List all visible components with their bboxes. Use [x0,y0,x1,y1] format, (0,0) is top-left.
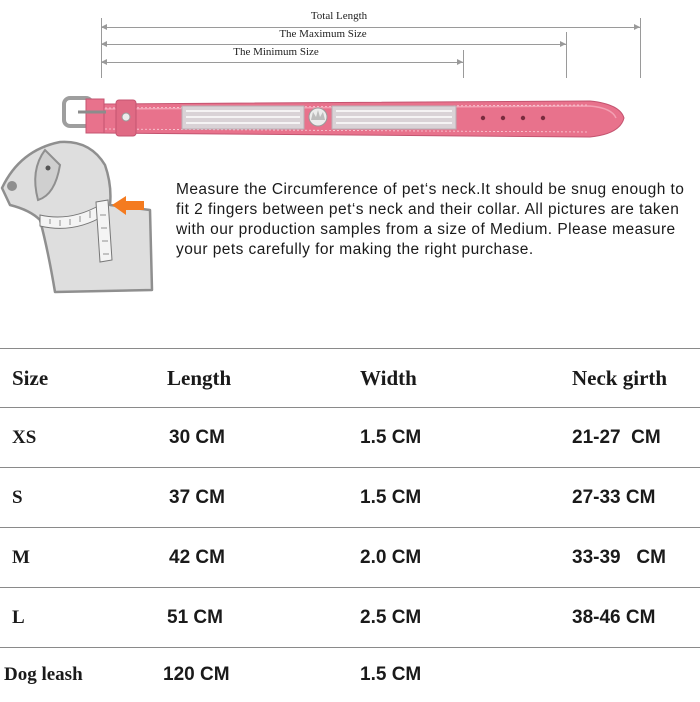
width-cell: 1.5 CM [358,468,572,528]
header-size: Size [0,349,163,408]
size-table [0,348,700,702]
size-cell: L [0,588,163,648]
total-length-label: Total Length [310,10,368,22]
neck-girth-cell [572,648,700,702]
width-cell: 2.0 CM [358,528,572,588]
neck-girth-cell: 33-39 CM [572,528,700,588]
length-cell: 37 CM [163,468,358,528]
header-neck-girth: Neck girth [572,349,700,408]
length-cell: 42 CM [163,528,358,588]
neck-girth-cell: 21-27 CM [572,408,700,468]
length-cell: 30 CM [163,408,358,468]
table-row [0,528,700,588]
max-size-label: The Maximum Size [279,28,367,40]
length-cell: 51 CM [163,588,358,648]
width-cell: 1.5 CM [358,648,572,702]
table-row [0,468,700,528]
measurement-instructions: Measure the Circumference of pet‘s neck.It should be snug enough to fit 2 fingers between pet‘s neck and their collar. All pictures are taken with our production samples from a size of Medium. Please measure your pets carefully for making the right purchase. [176,181,685,258]
length-cell: 120 CM [163,648,358,702]
width-cell: 2.5 CM [358,588,572,648]
size-cell: M [0,528,163,588]
size-cell: XS [0,408,163,468]
width-cell: 1.5 CM [358,408,572,468]
table-header-row [0,349,700,408]
size-cell: Dog leash [0,648,163,702]
neck-girth-cell: 27-33 CM [572,468,700,528]
header-length: Length [163,349,358,408]
neck-girth-cell: 38-46 CM [572,588,700,648]
size-cell: S [0,468,163,528]
table-row [0,588,700,648]
table-row [0,648,700,702]
header-width: Width [358,349,572,408]
dog-neck-measure-icon [0,0,180,300]
table-row [0,408,700,468]
min-size-label: The Minimum Size [233,46,319,58]
